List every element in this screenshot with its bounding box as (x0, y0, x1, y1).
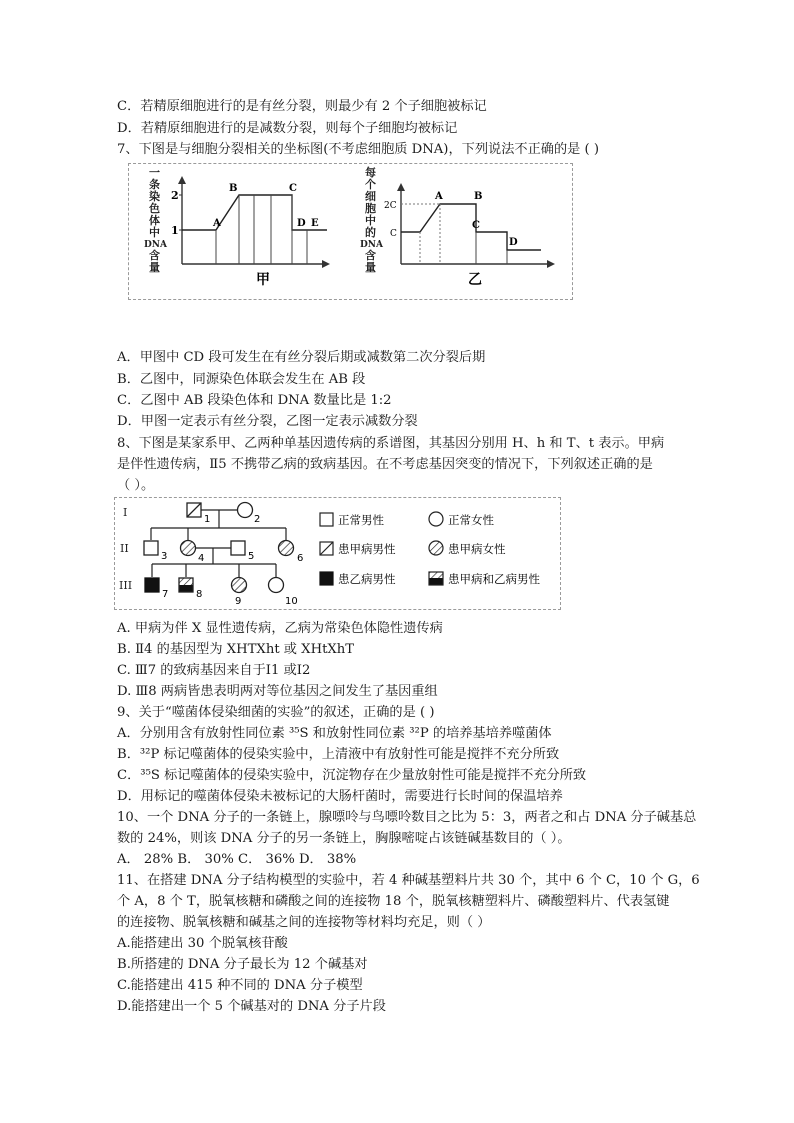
yi-curve (401, 204, 541, 250)
text-line: A．分别用含有放射性同位素 ³⁵S 和放射性同位素 ³²P 的培养基培养噬菌体 (117, 726, 552, 741)
text-line: D.能搭建出一个 5 个碱基对的 DNA 分子片段 (117, 999, 386, 1014)
generation-II: II (120, 542, 129, 555)
jia-point-E: E (311, 218, 319, 229)
jia-x-arrow (322, 260, 330, 268)
yi-ylabel-char: 量 (365, 261, 376, 274)
yi-ylabel-char: DNA (360, 240, 384, 250)
legend-both-male: 患甲病和乙病男性 (448, 572, 540, 586)
yi-ylabel-char: 细 (365, 190, 376, 203)
ind-label-2: 2 (254, 514, 261, 525)
ind-label-10: 10 (285, 596, 298, 607)
ind-label-5: 5 (248, 551, 255, 562)
jia-point-C: C (289, 183, 297, 194)
graph-jia (144, 166, 330, 288)
text-line: 11、在搭建 DNA 分子结构模型的实验中，若 4 种碱基塑料片共 30 个，其中 6 个 C，10 个 G，6 (117, 873, 700, 888)
generation-III: III (119, 579, 133, 592)
text-line: 7、下图是与细胞分裂相关的坐标图(不考虑细胞质 DNA)，下列说法不正确的是 ( ) (117, 142, 599, 157)
yi-tick-2C: 2C (384, 201, 397, 211)
text-line: 9、关于“噬菌体侵染细菌的实验”的叙述，正确的是 ( ) (117, 705, 435, 720)
ind-label-4: 4 (198, 553, 205, 564)
legend-yi-male-symbol (320, 572, 333, 585)
text-line: D．用标记的噬菌体侵染未被标记的大肠杆菌时，需要进行长时间的保温培养 (117, 789, 563, 804)
ind-label-9: 9 (235, 596, 242, 607)
jia-y-arrow (178, 176, 186, 184)
yi-x-arrow (547, 260, 555, 268)
ind-9-affected-female (232, 578, 247, 593)
jia-point-B: B (229, 183, 238, 194)
text-line: 个 A，8 个 T，脱氧核糖和磷酸之间的连接物 18 个，脱氧核糖塑料片、磷酸塑料片、代表氢键 (117, 894, 670, 909)
ind-6-affected-female (279, 541, 294, 556)
ind-5-normal-male (231, 541, 245, 555)
yi-tick-C: C (390, 229, 397, 239)
text-line: A.能搭建出 30 个脱氧核苷酸 (117, 936, 288, 951)
ind-label-6: 6 (297, 553, 304, 564)
legend-normal-male: 正常男性 (338, 513, 384, 527)
jia-ylabel-char: 体 (149, 214, 160, 227)
yi-point-C: C (472, 220, 480, 231)
yi-title: 乙 (468, 272, 482, 288)
yi-whiteout (489, 204, 515, 218)
text-line: A．甲图中 CD 段可发生在有丝分裂后期或减数第二次分裂后期 (117, 350, 486, 365)
legend-normal-female: 正常女性 (448, 513, 494, 527)
legend-yi-male: 患乙病男性 (338, 572, 396, 586)
text-line: B．乙图中，同源染色体联会发生在 AB 段 (117, 372, 366, 387)
graph-yi (360, 165, 555, 288)
text-line: A. 甲病为伴 X 显性遗传病，乙病为常染色体隐性遗传病 (117, 621, 443, 636)
legend-affected-female: 患甲病女性 (448, 542, 506, 556)
jia-ylabel-char: DNA (144, 240, 168, 250)
text-line: 的连接物、脱氧核糖和碱基之间的连接物等材料均充足，则（ ） (117, 915, 491, 930)
yi-point-A: A (435, 191, 443, 202)
ind-label-7: 7 (162, 589, 169, 600)
ind-4-affected-female (181, 541, 196, 556)
ind-label-3: 3 (161, 551, 168, 562)
yi-ylabel-char: 含 (365, 249, 376, 262)
legend-normal-male-symbol (320, 513, 333, 526)
jia-ylabel-char: 含 (149, 249, 160, 262)
legend-affected-male: 患甲病男性 (338, 542, 396, 556)
ind-3-normal-male (144, 541, 158, 555)
text-line: B. Ⅱ4 的基因型为 XHTXht 或 XHtXhT (117, 642, 355, 657)
text-line: A． 28% B． 30% C． 36% D． 38% (117, 852, 357, 867)
ind-label-8: 8 (196, 589, 203, 600)
text-line: 是伴性遗传病，Ⅱ5 不携带乙病的致病基因。在不考虑基因突变的情况下，下列叙述正确的是 (117, 457, 653, 472)
text-line: C．³⁵S 标记噬菌体的侵染实验中，沉淀物存在少量放射性可能是搅拌不充分所致 (117, 768, 587, 783)
yi-ylabel-char: 胞 (365, 202, 376, 215)
text-line: 10、一个 DNA 分子的一条链上，腺嘌呤与鸟嘌呤数目之比为 5：3，两者之和占 DNA 分子碱基总 (117, 810, 697, 825)
text-line: D. Ⅲ8 两病皆患表明两对等位基因之间发生了基因重组 (117, 684, 438, 699)
figure-pedigree (114, 497, 561, 610)
text-line: C．若精原细胞进行的是有丝分裂，则最少有 2 个子细胞被标记 (117, 99, 487, 114)
figure-cell-division-graphs (128, 163, 573, 300)
generation-I: I (123, 506, 128, 519)
text-line: 8、下图是某家系甲、乙两种单基因遗传病的系谱图，其基因分别用 H、h 和 T、t 表示。甲病 (117, 436, 665, 451)
legend-affected-female-symbol (429, 541, 443, 555)
yi-ylabel-char: 个 (365, 178, 376, 191)
text-line: C. Ⅲ7 的致病基因来自于Ⅰ1 或Ⅰ2 (117, 663, 311, 678)
jia-ylabel-char: 色 (149, 202, 160, 215)
text-line: C.能搭建出 415 种不同的 DNA 分子模型 (117, 978, 363, 993)
yi-ylabel-char: 的 (365, 226, 376, 239)
pedigree-legend (320, 512, 540, 586)
text-line: D．甲图一定表示有丝分裂，乙图一定表示减数分裂 (117, 414, 418, 429)
jia-tick-1: 1 (171, 224, 179, 237)
jia-ylabel-char: 一 (149, 166, 160, 179)
yi-point-D: D (509, 237, 518, 248)
yi-point-B: B (474, 191, 483, 202)
ind-label-1: 1 (204, 514, 211, 525)
text-line: D．若精原细胞进行的是减数分裂，则每个子细胞均被标记 (117, 121, 458, 136)
yi-ylabel-char: 每 (365, 166, 376, 179)
text-line: 数的 24%，则该 DNA 分子的另一条链上，胸腺嘧啶占该链碱基数目的（ ）。 (117, 831, 571, 846)
jia-ylabel-char: 中 (149, 226, 160, 239)
ind-7-yi-affected-male (145, 578, 159, 592)
text-line: （ ）。 (117, 478, 155, 493)
yi-ylabel-char: 中 (365, 214, 376, 227)
text-line: B．³²P 标记噬菌体的侵染实验中，上清液中有放射性可能是搅拌不充分所致 (117, 747, 560, 762)
text-line: C．乙图中 AB 段染色体和 DNA 数量比是 1:2 (117, 393, 392, 408)
jia-point-D: D (297, 218, 306, 229)
ind-10-normal-female (269, 578, 284, 593)
jia-tick-2: 2 (171, 189, 179, 202)
yi-y-arrow (397, 183, 405, 191)
jia-title: 甲 (256, 272, 270, 288)
text-line: B.所搭建的 DNA 分子最长为 12 个碱基对 (117, 957, 368, 972)
legend-normal-female-symbol (429, 512, 443, 526)
jia-ylabel-char: 染 (149, 190, 160, 203)
jia-point-A: A (213, 218, 221, 229)
ind-2-normal-female (238, 503, 253, 518)
jia-ylabel-char: 条 (149, 178, 160, 191)
jia-ylabel-char: 量 (149, 261, 160, 274)
